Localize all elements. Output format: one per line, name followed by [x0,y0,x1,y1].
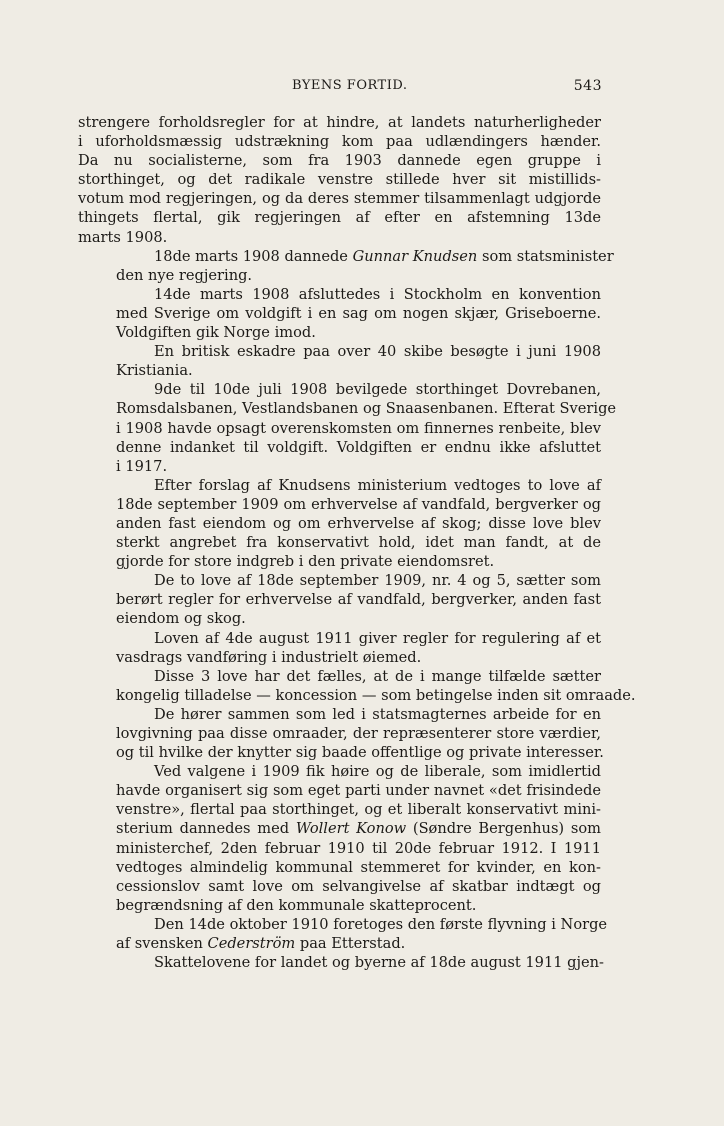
text-segment: af svensken [116,935,208,953]
text-line: Romsdalsbanen, Vestlandsbanen og Snaasenbanen. Efterat Sverige [116,400,617,418]
text-segment: paa Etterstad. [295,935,406,953]
running-head [0,78,724,98]
running-title: BYENS FORTID. [292,78,408,93]
text-line: De to love af 18de september 1909, nr. 4 og 5, sætter som [154,572,601,590]
text-line: strengere forholdsregler for at hindre, at landets naturherligheder [78,114,601,131]
text-line: begrændsning af den kommunale skatteprocent. [116,896,477,914]
text-line [78,934,601,953]
text-line: lovgivning paa disse omraader, der repræsenterer store værdier, [116,725,601,742]
text-line: storthinget, og det radikale venstre stillede hver sit mistillids- [78,171,601,189]
text-line: ministerchef, 2den februar 1910 til 20de februar 1912. I 1911 [116,839,601,857]
text-line: venstre», flertal paa storthinget, og et liberalt konservativt mini- [116,801,601,819]
text-line: den nye regjering. [116,266,253,284]
paragraph [78,762,601,915]
text-segment: sterium dannedes med [116,820,296,838]
text-line: i 1917. [116,457,168,475]
text-line: gjorde for store indgreb i den private eiendomsret. [116,553,495,571]
paragraph [78,705,604,762]
text-line: 14de marts 1908 afsluttedes i Stockholm en konvention [154,285,601,303]
paragraph [78,571,601,628]
text-line: vasdrags vandføring i industrielt øiemed. [116,648,422,666]
text-line: votum mod regjeringen, og da deres stemmer tilsammenlagt udgjorde [78,190,601,208]
paragraph [78,629,601,667]
text-line [78,819,601,838]
text-line: cessionslov samt love om selvangivelse af skatbar indtægt og [116,877,601,895]
text-line: denne indanket til voldgift. Voldgiften er endnu ikke afsluttet [116,438,601,456]
text-line: berørt regler for erhvervelse af vandfald, bergverker, anden fast [116,591,601,609]
text-line: kongelig tilladelse — koncession — som betingelse inden sit omraade. [116,686,636,704]
text-line: og til hvilke der knytter sig baade offentlige og private interesser. [116,744,604,762]
paragraph [78,953,604,972]
paragraph [78,667,636,705]
text-line: Voldgiften gik Norge imod. [116,324,316,342]
text-line: i uforholdsmæssig udstrækning kom paa udlændingers hænder. [78,133,601,151]
text-line: havde organisert sig som eget parti under navnet «det frisindede [116,782,601,800]
body-text [78,113,636,972]
text-line: eiendom og skog. [116,610,246,628]
paragraph [78,476,601,571]
paragraph [78,915,608,953]
paragraph [78,285,601,342]
page-number: 543 [573,78,602,94]
text-line: thingets flertal, gik regjeringen af efter en afstemning 13de [78,209,601,227]
paragraph [78,247,614,285]
text-line: vedtoges almindelig kommunal stemmeret for kvinder, en kon- [116,858,601,876]
text-line: 18de september 1909 om erhvervelse af vandfald, bergverker og [116,495,601,513]
text-line: i 1908 havde opsagt overenskomsten om finnernes renbeite, blev [116,419,601,437]
paragraph [78,342,601,380]
person-name: Cederström [207,935,296,953]
text-line: sterkt angrebet fra konservativt hold, idet man fandt, at de [116,534,601,552]
text-line: 9de til 10de juli 1908 bevilgede storthinget Dovrebanen, [154,381,601,399]
text-line: Da nu socialisterne, som fra 1903 dannede egen gruppe i [78,152,601,170]
text-line: med Sverige om voldgift i en sag om nogen skjær, Griseboerne. [116,304,601,322]
person-name: Wollert Konow [295,820,407,838]
text-line: Skattelovene for landet og byerne af 18de august 1911 gjen- [154,954,604,972]
text-line: Loven af 4de august 1911 giver regler for regulering af et [154,629,601,647]
text-line: Efter forslag af Knudsens ministerium vedtoges to love af [154,476,601,494]
text-line: En britisk eskadre paa over 40 skibe besøgte i juni 1908 [154,343,601,361]
text-line: Disse 3 love har det fælles, at de i mange tilfælde sætter [154,667,601,685]
text-line: Kristiania. [116,362,193,380]
text-segment: som statsminister [477,247,614,265]
text-line: De hører sammen som led i statsmagternes arbeide for en [154,705,601,723]
text-line: Den 14de oktober 1910 foretoges den første flyvning i Norge [154,915,608,933]
text-line: Ved valgene i 1909 fik høire og de liberale, som imidlertid [154,763,601,781]
text-line: marts 1908. [78,228,168,246]
paragraph [78,380,617,475]
paragraph [78,113,601,247]
person-name: Gunnar Knudsen [352,247,478,265]
text-line [78,247,614,266]
text-line: anden fast eiendom og om erhvervelse af skog; disse love blev [116,514,601,532]
text-segment: (Søndre Bergenhus) som [406,820,601,838]
text-segment: 18de marts 1908 dannede [154,247,353,265]
